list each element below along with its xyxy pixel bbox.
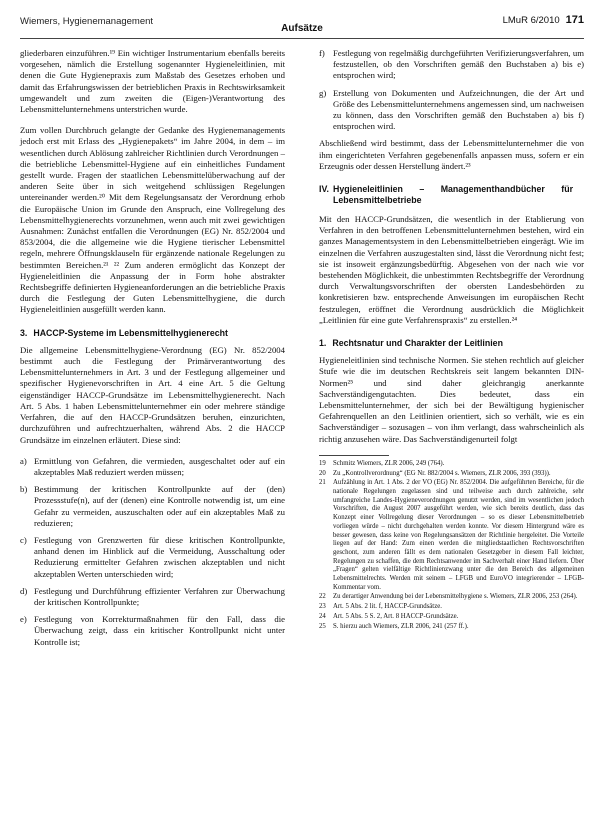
list-item [20, 614, 285, 648]
footnote-text: Schmitz Wiemers, ZLR 2006, 249 (764). [333, 459, 445, 467]
chapter-heading [319, 184, 584, 206]
journal-issue: LMuR 6/2010 [502, 15, 560, 26]
footnote [319, 470, 584, 479]
section-heading-text: HACCP-Systeme im Lebensmittelhygienerecht [33, 327, 228, 338]
list-item-label: d) [20, 585, 28, 596]
section-heading [20, 328, 285, 339]
list-item-label: b) [20, 484, 28, 495]
chapter-heading-text: Hygieneleitlinien – Managementhandbücher für Lebensmittelbetriebe [333, 184, 573, 206]
list-item-text: Bestimmung der kritischen Kontrollpunkte auf der (den) Prozessstufe(n), auf der (denen) eine Kontrolle notwendig ist, um eine Gefahr zu vermeiden, auszuschalten oder auf ein akzeptables Maß zu reduzieren; [34, 484, 285, 528]
footnote-text: Aufzählung in Art. 1 Abs. 2 der VO (EG) Nr. 852/2004. Die aufgeführten Bereiche, für die nationale Regelungen zugelassen sind und teilweise auch durch zahlreiche, sehr umfangreiche Landes-Hygieneverordnungen genutzt werden, sind im wesentlichen jedoch Vorschriften, die August 2007 ausgeführt werden, wie sich bereits deutlich, dass das Konzept einer Vollregelung dieser Verordnungen – so es dieser Lebensmittelbetrieb vorliegen würde – nicht durchgehalten werden konnte. Vor diesem Hintergrund wäre es besser gewesen, dass keine von Regelungsansätzen der Richtlinie hergeleitet. Die Vorteile liegen auf der Hand: Zum einen werden die mitgliedstaatlichen Rechtsvorschriften geschont, zum anderen fällt es dem nationalen Gesetzgeber in diesem Fall leichter, Regelungen zu schaffen, die dem Rechtsanwender im Sachverhalt einer Hand liefern. Über „Fragen“ gelten vielfältige Richtlinienzwang unter die den Bereich des allgemeinen Lebensmittelrechts. Werden mit seinem – LFGB und EuroVO integrierender – LFGB-Kommentar vom. [333, 479, 584, 591]
list-item-label: c) [20, 534, 27, 545]
list-item-text: Ermittlung von Gefahren, die vermieden, ausgeschaltet oder auf ein akzeptables Maß reduziert werden müssen; [34, 455, 285, 477]
paragraph: gliederbaren einzuführen.¹⁹ Ein wichtiger Instrumentarium ebenfalls bereits vorgesehen, nämlich die Erstellung sogenannter Hygieneleitlinien, mit denen die Gute Hygienepraxis zum Maßstab des Gesetzes erhoben und damit das Erfahrungswissen der betrieblichen Praxis in Rechtswirksamkeit umgewandelt und zum zweiten die (Eigen-)Verantwortung des Lebensmittelunternehmens unterstrichen wurde. [20, 48, 285, 115]
left-column [20, 48, 285, 654]
footnote [319, 479, 584, 592]
chapter-number: IV. [319, 184, 329, 195]
paragraph: Mit den HACCP-Grundsätzen, die wesentlich in der Etablierung von Verfahren in den betroffenen Lebensmittelunternehmen bestehen, wird ein ganzes Managementsystem in den Lebensmittelbetrieben eingerägt. Wie im einzelnen die Verfahren auszugestalten sind, lässt die Verordnung nicht fest; sie ist insoweit ergänzungsbedürftig. Abgesehen von der nach wie vor bestehenden Möglichkeit, die unbestimmten Rechtsbegriffe der Verordnung durch Verwaltungsvorschriften der obersten Landesbehörden zu konkretisieren bzw. entsprechende Anweisungen im europäischen Recht festzulegen, eröffnet die Verordnung ausdrücklich die Möglichkeit „Leitlinien für eine gute Verfahrenspraxis“ zu erstellen.²⁴ [319, 214, 584, 325]
section-title: Aufsätze [281, 23, 323, 34]
footnote-text: Zu derartiger Anwendung bei der Lebensmittelhygiene s. Wiemers, ZLR 2006, 253 (264). [333, 593, 578, 601]
list-item-label: f) [319, 48, 325, 58]
footnote [319, 603, 584, 612]
list-item-text: Erstellung von Dokumenten und Aufzeichnungen, die der Art und Größe des Lebensmittelunternehmens angemessen sind, um nachweisen zu können, dass den Vorschriften gemäß den Buchstaben a) bis f) entsprochen wird. [333, 87, 584, 132]
section-number: 1. [319, 338, 327, 349]
footnote-text: Zu „Kontrollverordnung“ (EG Nr. 882/2004 s. Wiemers, ZLR 2006, 393 (393)). [333, 469, 551, 477]
list-item-text: Festlegung von regelmäßig durchgeführten Verifizierungsverfahren, um festzustellen, ob den Vorschriften gemäß den Buchstaben a) bis e) entsprochen wird; [333, 48, 584, 81]
list-item-label: g) [319, 87, 327, 98]
footnote-number: 21 [319, 479, 326, 487]
haccp-principles-list [20, 456, 285, 648]
list-item-text: Festlegung und Durchführung effizienter Verfahren zur Überwachung der kritischen Kontrollpunkte; [34, 585, 285, 607]
list-item [319, 88, 584, 133]
page-header [20, 10, 584, 32]
footnote [319, 613, 584, 622]
footnotes [319, 460, 584, 631]
paragraph: Zum vollen Durchbruch gelangte der Gedanke des Hygienemanagements jedoch erst mit Erlass des „Hygienepakets“ im Jahre 2004, in dem – im wesentlichen durch Ablösung zahlreicher Richtlinien durch Verordnungen – die betriebliche Lebensmittel-Hygiene auf ein einheitliches Fundament gestellt wurde. Fragen der staatlichen Lebensmittelüberwachung auf der anderen Seite über in sich weitgehend schlüssigen Regelungen untereinander werden.²⁰ Mit dem Regelungsansatz der Verordnung erhob die Europäische Union im Grunde den Anspruch, eine Vollregelung des Lebensmittelhygienerechts vorzunehmen, wenn auch mit zwei gewichtigen Ausnahmen: Zunächst entfallen die Verordnungen (EG) Nr. 852/2004 und 853/2004, die die allgemeine wie die Hygiene tierischer Lebensmittel regeln, mehrere Öffnungsklauseln für ergänzende nationale Regelungen zu bestimmten Bereichen.²¹ ²² Zum anderen ermöglicht das Konzept der Hygieneleitlinien die Anpassung der in Form hohe abstrakter Rechtsbegriffe definierten Hygieneanforderungen an die betriebliche Praxis durch die Festlegung der Guten Lebensmittelhygiene, die durch Hygieneleitlinien ausgefüllt werden kann. [20, 125, 285, 315]
list-item [20, 535, 285, 580]
paragraph: Hygieneleitlinien sind technische Normen. Sie stehen rechtlich auf gleicher Stufe wie die im deutschen Rechtskreis seit langem bekannten DIN-Normen²⁵ und sind daher gleichrangig anerkannte Sachverständigengutachten. Dies bedeutet, dass ein Lebensmittelunternehmer, der sich bei der Bewältigung hygienischer Gefahrenquellen an den Leitlinien orientiert, sich so verhält, wie es ein Sachverständiger – sozusagen – von ihm verlangt, dass wahrscheinlich als richtig anzusehen wäre. Das Sachverständigenurteil folgt [319, 355, 584, 444]
right-column [319, 48, 584, 632]
footnote-text: Art. 5 Abs. 5 S. 2, Art. 8 HACCP-Grundsätze. [333, 612, 459, 620]
footnote-rule [319, 455, 389, 456]
list-item [20, 484, 285, 529]
footnote-number: 22 [319, 593, 326, 601]
header-rule [20, 38, 584, 39]
footnote-number: 23 [319, 603, 326, 611]
footnote-number: 24 [319, 612, 326, 620]
footnote-number: 25 [319, 622, 326, 630]
page-number: 171 [565, 14, 584, 26]
footnote-text: Art. 5 Abs. 2 lit. f, HACCP-Grundsätze. [333, 603, 442, 611]
list-item [319, 48, 584, 82]
section-heading-text: Rechtsnatur und Charakter der Leitlinien [332, 338, 503, 349]
list-item-text: Festlegung von Grenzwerten für diese kritischen Kontrollpunkte, anhand denen im Hinblick auf die Vermeidung, Ausschaltung oder Reduzierung ermittelter Gefahren zwischen akzeptablen und nicht akzeptablen Werten unterschieden wird; [34, 534, 285, 579]
paragraph: Die allgemeine Lebensmittelhygiene-Verordnung (EG) Nr. 852/2004 bestimmt auch die Festlegung der Primärverantwortung des Lebensmittelunternehmers in Art. 3 und der Festlegung allgemeiner und spezifischer Hygienevorschriften in Art. 4 eine Art. 5 die Geltung eigenständiger HACCP-Grundsätze im Lebensmittelhygienerecht. Nach Art. 5 Abs. 1 haben Lebensmittelunternehmer ein oder mehrere ständige Verfahren, die auf den HACCP-Grundsätzen beruhen, einzurichten, durchzuführen und aufrechtzuerhalten, während Abs. 2 die HACCP Grundsätze im einzelnen erläutert. Diese sind: [20, 344, 285, 445]
list-item [20, 586, 285, 608]
footnote [319, 593, 584, 602]
section-heading [319, 338, 584, 349]
section-number: 3. [20, 327, 28, 338]
footnote [319, 623, 584, 632]
footnote-text: S. hierzu auch Wiemers, ZLR 2006, 241 (257 ff.). [333, 622, 469, 630]
footnote-number: 20 [319, 469, 326, 477]
journal-info [503, 14, 584, 26]
list-item-text: Festlegung von Korrekturmaßnahmen für den Fall, dass die Überwachung zeigt, dass ein kritischer Kontrollpunkt nicht unter Kontrolle ist; [34, 614, 285, 647]
running-head-authors: Wiemers, Hygienemanagement [20, 16, 154, 27]
footnote [319, 460, 584, 469]
haccp-principles-list-continued [319, 48, 584, 132]
list-item-label: e) [20, 614, 27, 625]
list-item-label: a) [20, 455, 27, 466]
list-item [20, 456, 285, 478]
paragraph: Abschließend wird bestimmt, dass der Lebensmittelunternehmer die von ihm eingerichteten Verfahren gegebenenfalls anpassen muss, sofern er ein Erzeugnis oder dessen Herstellung ändert.²³ [319, 138, 584, 171]
footnote-number: 19 [319, 459, 326, 467]
